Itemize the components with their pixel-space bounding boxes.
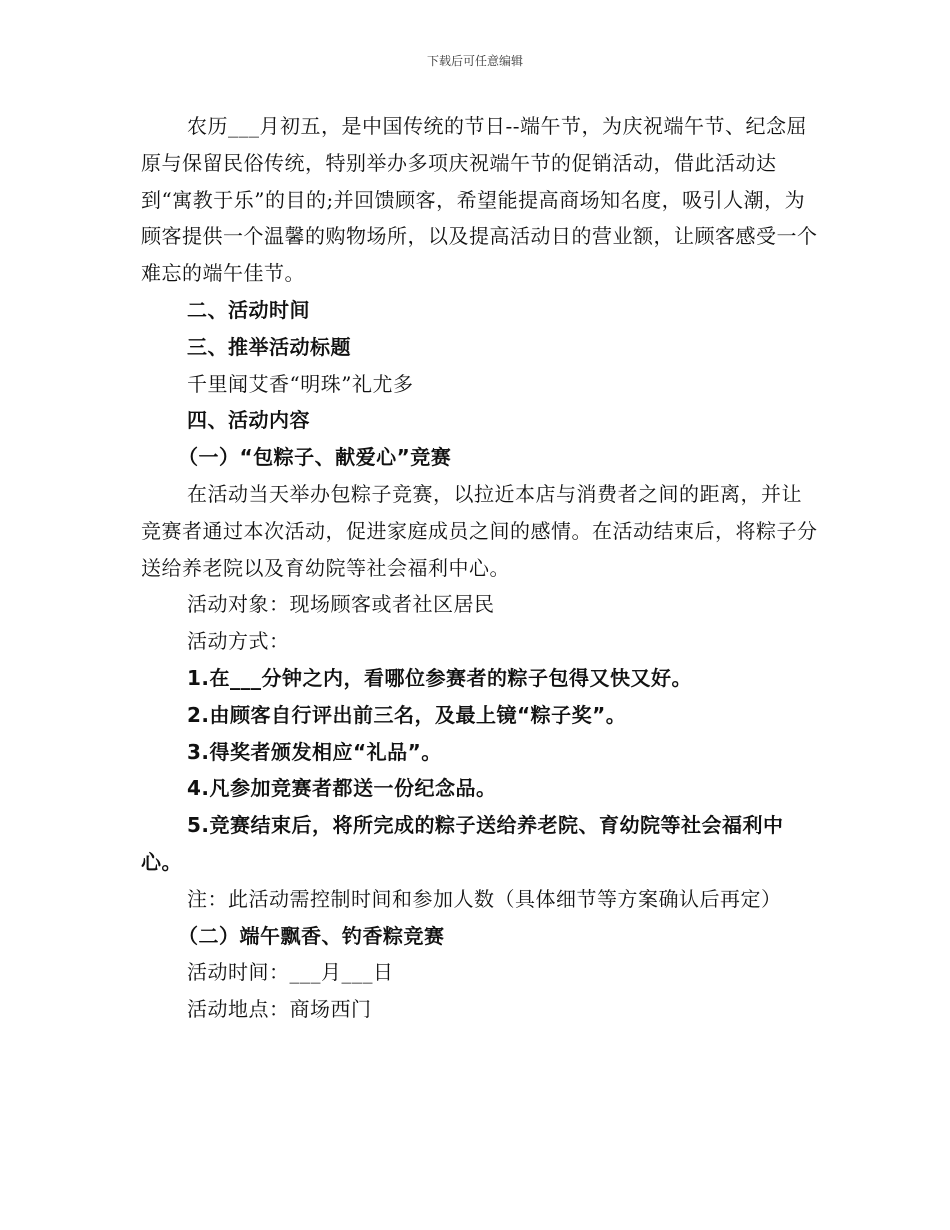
sub-heading-fishing-zongzi: （二）端午飘香、钓香粽竞赛 (178, 923, 445, 948)
document-body (141, 108, 821, 1028)
section-heading-activity-time: 二、活动时间 (187, 297, 310, 322)
fishing-activity-time: 活动时间：___月___日 (187, 960, 394, 985)
activity-method-label: 活动方式： (187, 629, 290, 654)
section-heading-activity-title: 三、推举活动标题 (187, 334, 351, 359)
activity-note: 注：此活动需控制时间和参加人数（具体细节等方案确认后再定） (187, 886, 782, 911)
slogan-text: 千里闻艾香“明珠”礼尤多 (187, 371, 414, 396)
method-item-4: 4.凡参加竞赛者都送一份纪念品。 (187, 776, 497, 801)
method-item-3: 3.得奖者颁发相应“礼品”。 (187, 739, 442, 764)
activity-target: 活动对象：现场顾客或者社区居民 (187, 592, 495, 617)
method-item-2: 2.由顾客自行评出前三名，及最上镜“粽子奖”。 (187, 702, 627, 727)
intro-paragraph: 农历___月初五，是中国传统的节日--端午节，为庆祝端午节、纪念屈原与保留民俗传统，特别举办多项庆祝端午节的促销活动，借此活动达到“寓教于乐”的目的;并回馈顾客，希望能提高商场知名度，吸引人潮，为顾客提供一个温馨的购物场所，以及提高活动日的营业额，让顾客感受一个难忘的端午佳节。 (141, 114, 818, 286)
fishing-activity-place: 活动地点：商场西门 (187, 997, 372, 1022)
sub-heading-zongzi-contest: （一）“包粽子、献爱心”竞赛 (178, 445, 452, 470)
method-item-1: 1.在___分钟之内，看哪位参赛者的粽子包得又快又好。 (187, 665, 693, 690)
section-heading-activity-content: 四、活动内容 (187, 408, 310, 433)
method-item-5: 5.竞赛结束后，将所完成的粽子送给养老院、育幼院等社会福利中心。 (141, 813, 784, 874)
page-header-note: 下载后可任意编辑 (426, 54, 523, 68)
zongzi-contest-description: 在活动当天举办包粽子竞赛，以拉近本店与消费者之间的距离，并让竞赛者通过本次活动，促进家庭成员之间的感情。在活动结束后，将粽子分送给养老院以及育幼院等社会福利中心。 (141, 481, 818, 580)
